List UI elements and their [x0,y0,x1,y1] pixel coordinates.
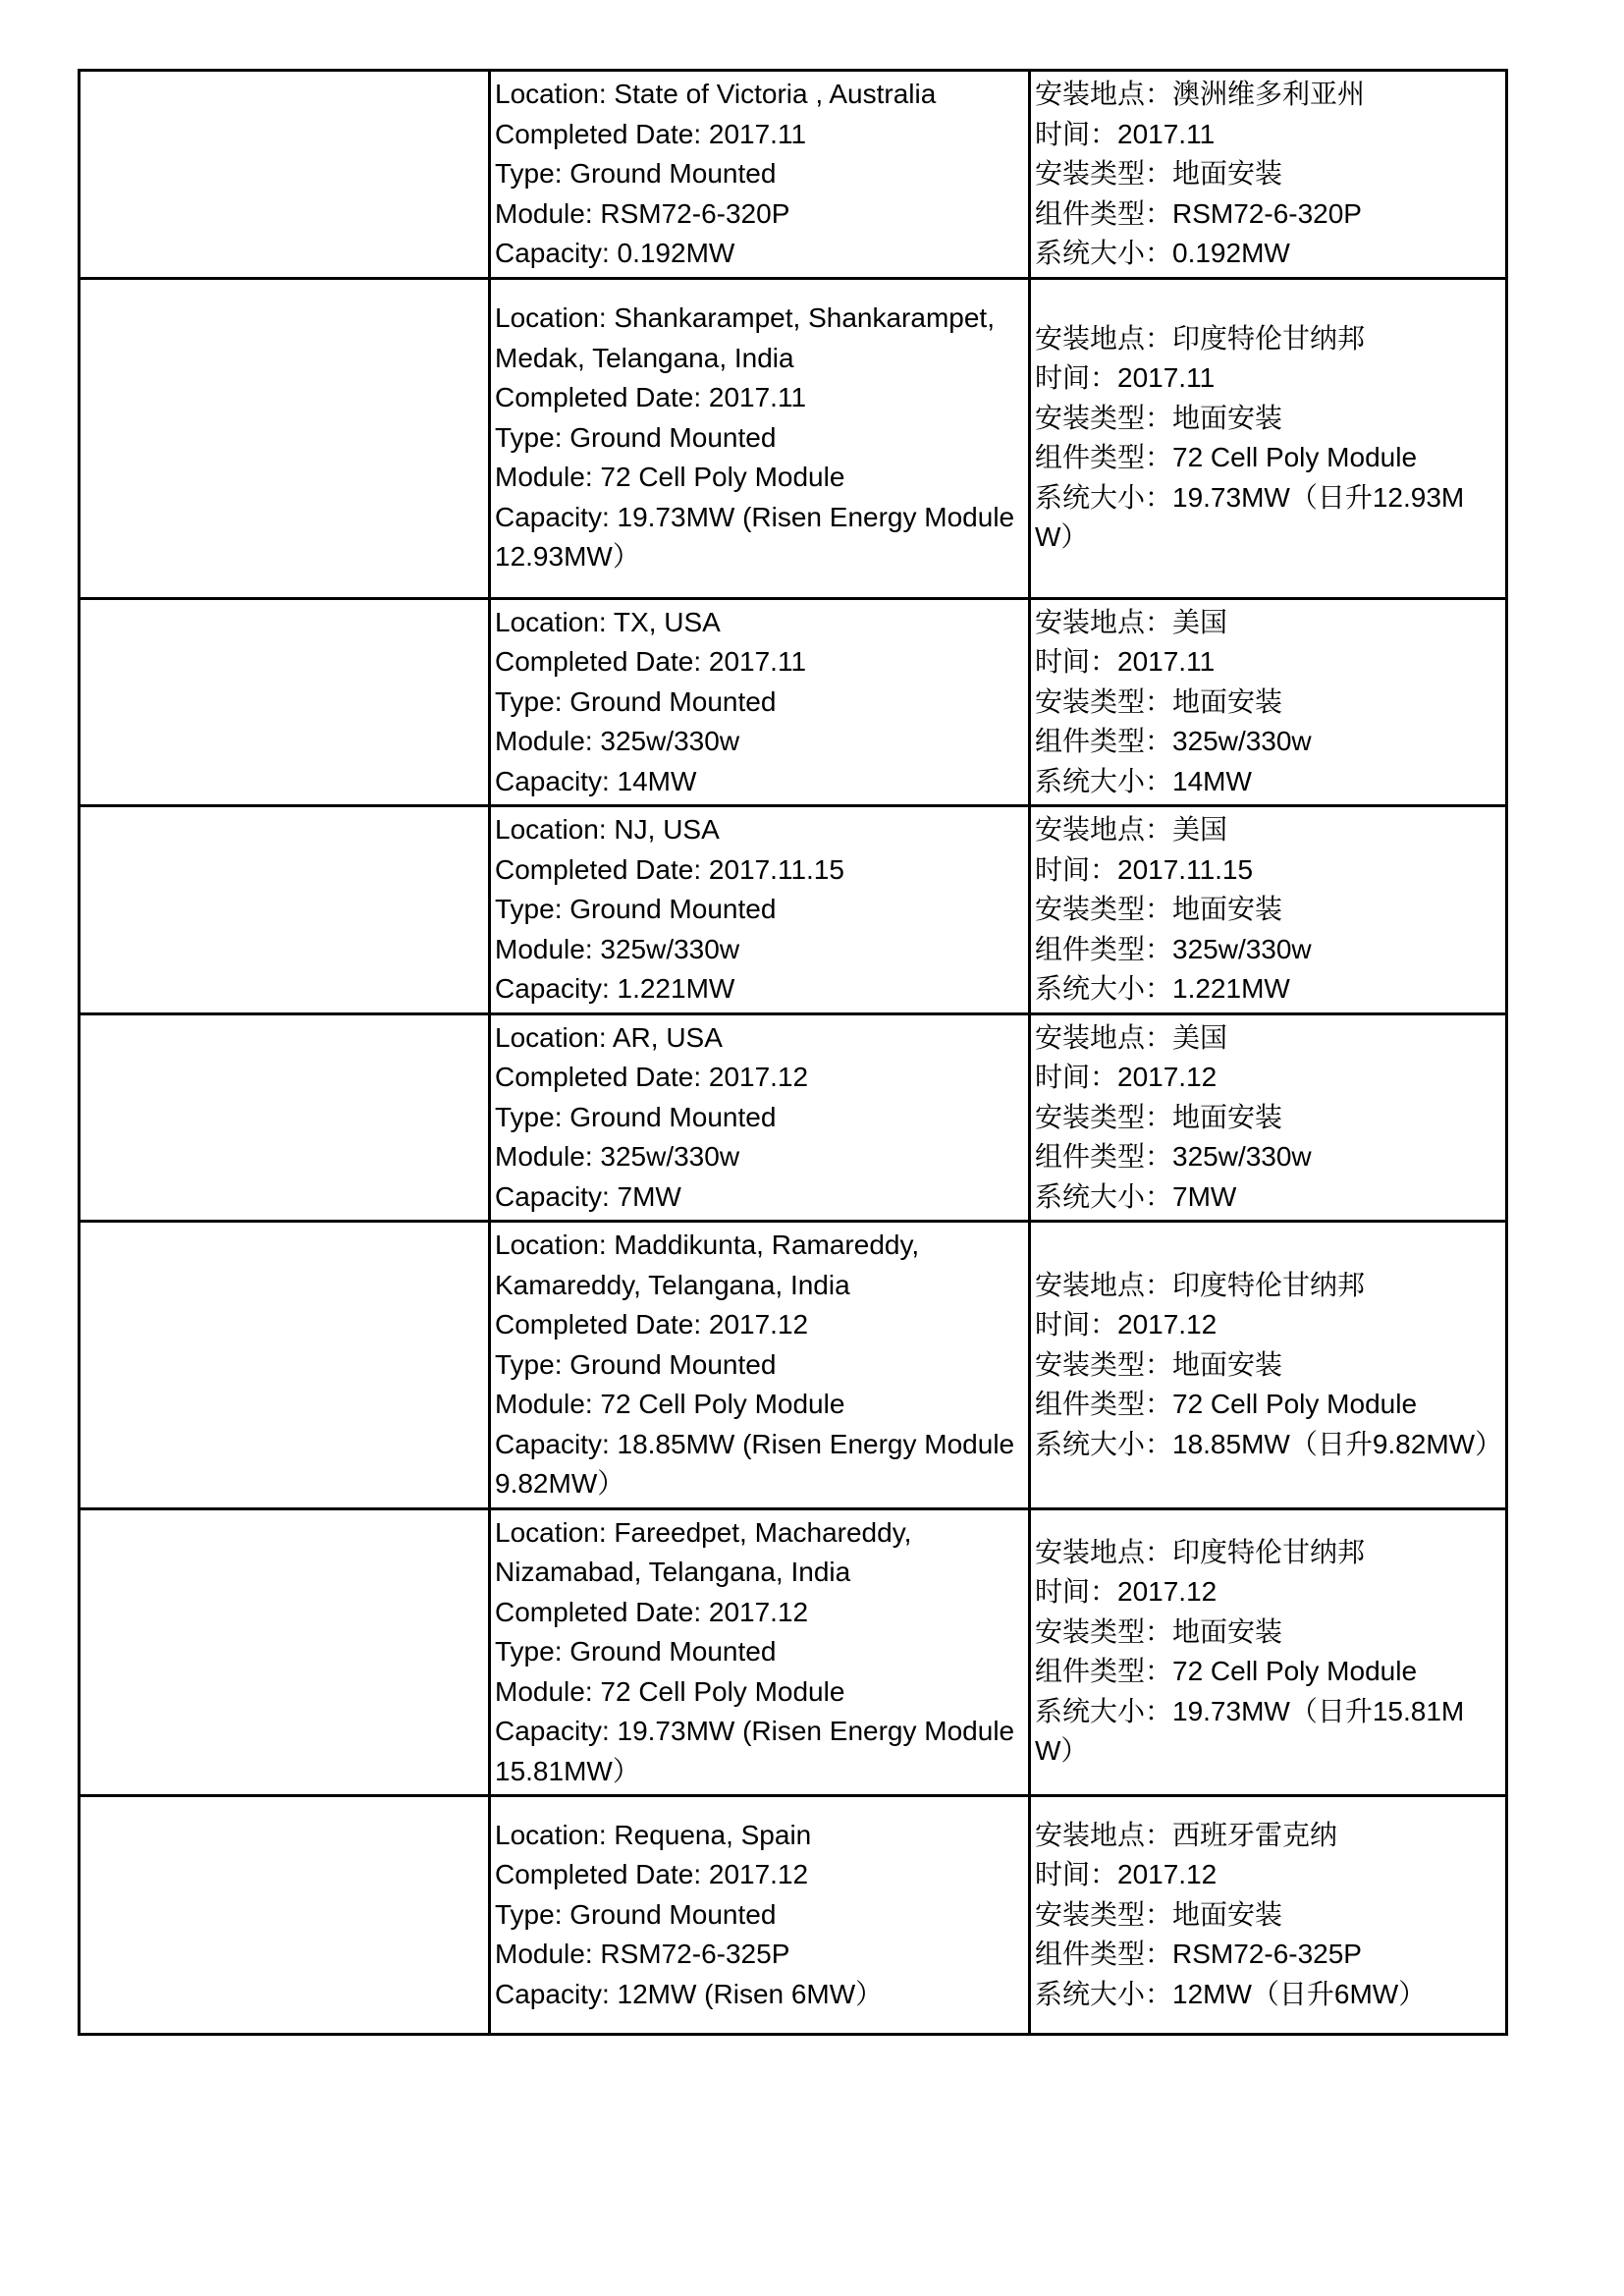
chinese-details-cell [1030,598,1507,806]
location-line: Location: Requena, Spain [495,1819,812,1850]
projects-table [78,69,1508,2036]
module-line: Module: 325w/330w [495,933,740,964]
image-cell [80,1013,490,1222]
date-line-zh: 时间：2017.11 [1035,362,1216,393]
chinese-details-cell [1030,1796,1507,2035]
table-row [80,1796,1507,2035]
module-line: Module: 325w/330w [495,1141,740,1172]
module-line: Module: 72 Cell Poly Module [495,462,845,493]
capacity-line-zh: 系统大小：0.192MW [1035,238,1290,268]
capacity-line-zh: 系统大小：18.85MW（日升9.82MW） [1035,1428,1503,1459]
capacity-line: Capacity: 0.192MW [495,238,735,268]
english-details-cell [490,1796,1030,2035]
type-line: Type: Ground Mounted [495,894,777,924]
module-line: Module: 72 Cell Poly Module [495,1389,845,1419]
date-line: Completed Date: 2017.12 [495,1596,809,1627]
table-row [80,806,1507,1014]
location-line: Location: State of Victoria , Australia [495,79,937,109]
image-cell [80,806,490,1014]
image-cell [80,71,490,279]
module-line-zh: 组件类型：325w/330w [1035,726,1312,756]
type-line-zh: 安装类型：地面安装 [1035,402,1283,433]
module-line: Module: RSM72-6-325P [495,1939,790,1970]
date-line: Completed Date: 2017.12 [495,1062,809,1092]
english-details-cell [490,71,1030,279]
table-row [80,598,1507,806]
location-line: Location: NJ, USA [495,814,720,845]
type-line-zh: 安装类型：地面安装 [1035,1898,1283,1930]
module-line-zh: 组件类型：72 Cell Poly Module [1035,1656,1418,1687]
module-line: Module: RSM72-6-320P [495,197,790,229]
chinese-details-cell [1030,1508,1507,1796]
image-cell [80,1508,490,1796]
table-row [80,1508,1507,1796]
capacity-line: Capacity: 12MW (Risen 6MW） [495,1978,884,2009]
capacity-line: Capacity: 19.73MW (Risen Energy Module 12.93MW） [495,501,1015,573]
table-row [80,1013,1507,1222]
location-line-zh: 安装地点：美国 [1035,814,1228,845]
type-line-zh: 安装类型：地面安装 [1035,894,1283,924]
date-line: Completed Date: 2017.11 [495,118,807,149]
module-line-zh: 组件类型：RSM72-6-325P [1035,1939,1362,1970]
location-line-zh: 安装地点：美国 [1035,1021,1228,1053]
date-line: Completed Date: 2017.12 [495,1859,809,1890]
type-line-zh: 安装类型：地面安装 [1035,1101,1283,1132]
english-details-cell [490,806,1030,1014]
english-details-cell [490,278,1030,598]
date-line-zh: 时间：2017.12 [1035,1309,1218,1339]
location-line-zh: 安装地点：印度特伦甘纳邦 [1035,1536,1366,1567]
table-row [80,71,1507,279]
type-line: Type: Ground Mounted [495,1101,777,1132]
module-line: Module: 325w/330w [495,726,740,756]
projects-table-body [80,71,1507,2035]
chinese-details-cell [1030,278,1507,598]
chinese-details-cell [1030,1222,1507,1509]
type-line: Type: Ground Mounted [495,158,777,189]
location-line-zh: 安装地点：印度特伦甘纳邦 [1035,322,1366,354]
capacity-line-zh: 系统大小：12MW（日升6MW） [1035,1978,1427,2009]
type-line: Type: Ground Mounted [495,685,777,717]
date-line: Completed Date: 2017.11.15 [495,853,844,885]
table-row [80,278,1507,598]
capacity-line: Capacity: 1.221MW [495,973,735,1004]
english-details-cell [490,1222,1030,1509]
location-line-zh: 安装地点：印度特伦甘纳邦 [1035,1269,1366,1300]
location-line: Location: AR, USA [495,1021,723,1053]
capacity-line: Capacity: 19.73MW (Risen Energy Module 15.81MW） [495,1716,1015,1786]
module-line-zh: 组件类型：72 Cell Poly Module [1035,1389,1418,1419]
type-line-zh: 安装类型：地面安装 [1035,1348,1283,1380]
location-line-zh: 安装地点：西班牙雷克纳 [1035,1819,1338,1850]
image-cell [80,1222,490,1509]
type-line-zh: 安装类型：地面安装 [1035,158,1283,189]
capacity-line: Capacity: 14MW [495,765,697,796]
date-line-zh: 时间：2017.11.15 [1035,853,1254,885]
module-line-zh: 组件类型：325w/330w [1035,1141,1312,1172]
capacity-line-zh: 系统大小：19.73MW（日升12.93MW） [1035,481,1465,552]
module-line-zh: 组件类型：72 Cell Poly Module [1035,442,1418,472]
chinese-details-cell [1030,806,1507,1014]
table-row [80,1222,1507,1509]
image-cell [80,598,490,806]
date-line: Completed Date: 2017.11 [495,646,807,677]
english-details-cell [490,598,1030,806]
capacity-line: Capacity: 7MW [495,1180,681,1212]
chinese-details-cell [1030,71,1507,279]
english-details-cell [490,1508,1030,1796]
date-line-zh: 时间：2017.12 [1035,1062,1218,1092]
type-line: Type: Ground Mounted [495,421,777,453]
image-cell [80,278,490,598]
location-line: Location: Fareedpet, Machareddy, Nizamabad, Telangana, India [495,1516,912,1587]
date-line-zh: 时间：2017.11 [1035,118,1216,149]
capacity-line-zh: 系统大小：1.221MW [1035,973,1290,1004]
module-line-zh: 组件类型：RSM72-6-320P [1035,197,1362,229]
location-line: Location: Shankarampet, Shankarampet, Medak, Telangana, India [495,302,995,373]
location-line-zh: 安装地点：澳洲维多利亚州 [1035,79,1366,109]
english-details-cell [490,1013,1030,1222]
module-line-zh: 组件类型：325w/330w [1035,933,1312,964]
type-line-zh: 安装类型：地面安装 [1035,685,1283,717]
type-line-zh: 安装类型：地面安装 [1035,1615,1283,1647]
date-line-zh: 时间：2017.12 [1035,1859,1218,1890]
capacity-line-zh: 系统大小：7MW [1035,1180,1237,1212]
chinese-details-cell [1030,1013,1507,1222]
image-cell [80,1796,490,2035]
date-line-zh: 时间：2017.11 [1035,646,1216,677]
location-line: Location: TX, USA [495,606,721,637]
capacity-line-zh: 系统大小：19.73MW（日升15.81MW） [1035,1695,1465,1767]
type-line: Type: Ground Mounted [495,1348,777,1380]
date-line: Completed Date: 2017.12 [495,1309,809,1339]
location-line-zh: 安装地点：美国 [1035,606,1228,637]
capacity-line-zh: 系统大小：14MW [1035,765,1252,796]
location-line: Location: Maddikunta, Ramareddy, Kamareddy, Telangana, India [495,1230,920,1300]
type-line: Type: Ground Mounted [495,1898,777,1930]
date-line-zh: 时间：2017.12 [1035,1576,1218,1608]
date-line: Completed Date: 2017.11 [495,382,807,413]
module-line: Module: 72 Cell Poly Module [495,1675,845,1707]
capacity-line: Capacity: 18.85MW (Risen Energy Module 9.82MW） [495,1428,1015,1499]
type-line: Type: Ground Mounted [495,1636,777,1667]
